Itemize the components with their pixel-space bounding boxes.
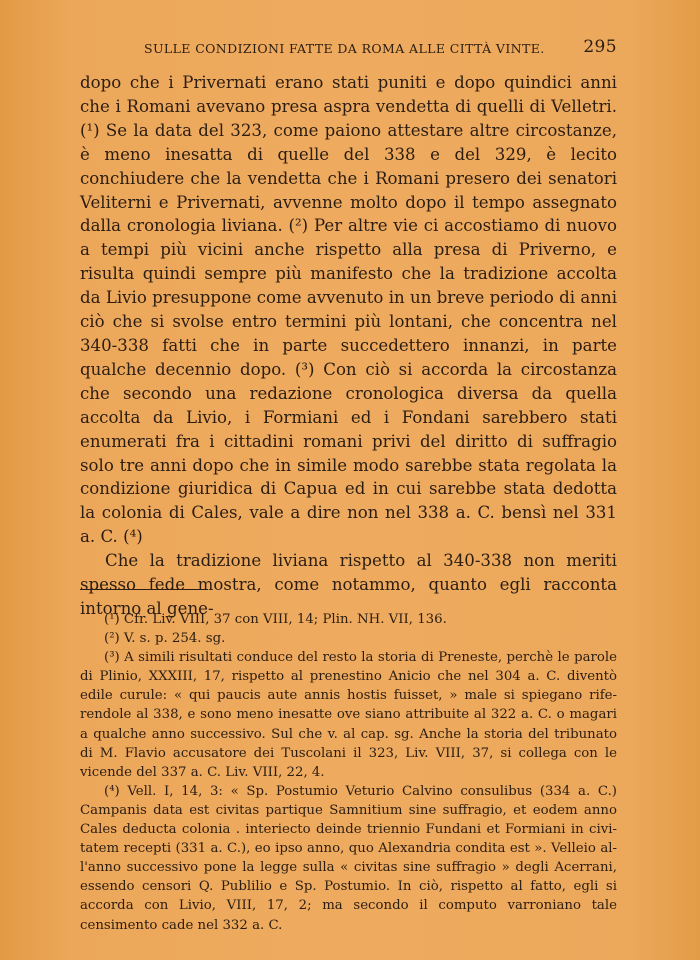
- footnotes: [80, 610, 617, 935]
- footnote: (²) V. s. p. 254. sg.: [104, 631, 226, 647]
- page-number: 295: [583, 37, 617, 57]
- footnote: (³) A simili risultati conduce del resto la storia di Preneste, perchè le parole di Plinio, XXXIII, 17, rispetto al prenestino Anicio che nel 304 a. C. diventò edile curule: « qui paucis aute annis hostis fuisset, » male si spiegano riferendole al 338, e sono meno inesatte ove siano attribuite al 322 a. C. o magari a qualche anno successivo. Sul che v. al cap. sg. Anche la storia del tribunato di M. Flavio accusatore dei Tuscolani il 323, Liv. VIII, 37, si collega con le vicende del 337 a. C. Liv. VIII, 22, 4.: [80, 650, 617, 780]
- running-title: SULLE CONDIZIONI FATTE DA ROMA ALLE CITTÀ VINTE.: [144, 41, 545, 56]
- paragraph: Che la tradizione liviana rispetto al 340-338 non meriti spesso fede mostra, come notammo, quanto egli racconta intorno al gene-: [80, 551, 617, 618]
- paragraph: dopo che i Privernati erano stati puniti e dopo quindici anni che i Romani avevano presa aspra vendetta di quelli di Velletri. (¹) Se la data del 323, come paiono attestare altre circostanze, è meno inesatta di quelle del 338 e del 329, è lecito conchiudere che la vendetta che i Romani presero dei senatori Veliterni e Privernati, avvenne molto dopo il tempo assegnato dalla cronologia liviana. (²) Per altre vie ci accostiamo di nuovo a tempi più vicini anche rispetto alla presa di Priverno, e risulta quindi sempre più manifesto che la tradizione accolta da Livio presuppone come avvenuto in un breve periodo di anni ciò che si svolse entro termini più lontani, che concentra nel 340-338 fatti che in parte succedettero innanzi, in parte qualche decennio dopo. (³) Con ciò si accorda la circostanza che secondo una redazione cronologica diversa da quella accolta da Livio, i Formiani ed i Fondani sarebbero stati enumerati fra i cittadini romani privi del diritto di suffragio solo tre anni dopo che in simile modo sarebbe stata regolata la condizione giuridica di Capua ed in cui sarebbe stata dedotta la colonia di Cales, vale a dire non nel 338 a. C. bensì nel 331 a. C. (⁴): [80, 73, 617, 547]
- footnote-separator: [80, 589, 208, 590]
- main-text: [80, 71, 617, 621]
- footnote: (¹) Cfr. Liv. VIII, 37 con VIII, 14; Plin. NH. VII, 136.: [104, 612, 447, 627]
- running-header: [80, 37, 617, 59]
- footnote: (⁴) Vell. I, 14, 3: « Sp. Postumio Veturio Calvino consulibus (334 a. C.) Campanis data est civitas partique Samnitium sine suffragio, et eodem anno Cales deducta colonia . interiecto deinde triennio Fundani et Formiani in civitatem recepti (331 a. C.), eo ipso anno, quo Alexandria condita est ». Velleio all'anno successivo pone la legge sulla « civitas sine suffragio » degli Acerrani, essendo censori Q. Publilio e Sp. Postumio. In ciò, rispetto al fatto, egli si accorda con Livio, VIII, 17, 2; ma secondo il computo varroniano tale censimento cade nel 332 a. C.: [80, 783, 617, 933]
